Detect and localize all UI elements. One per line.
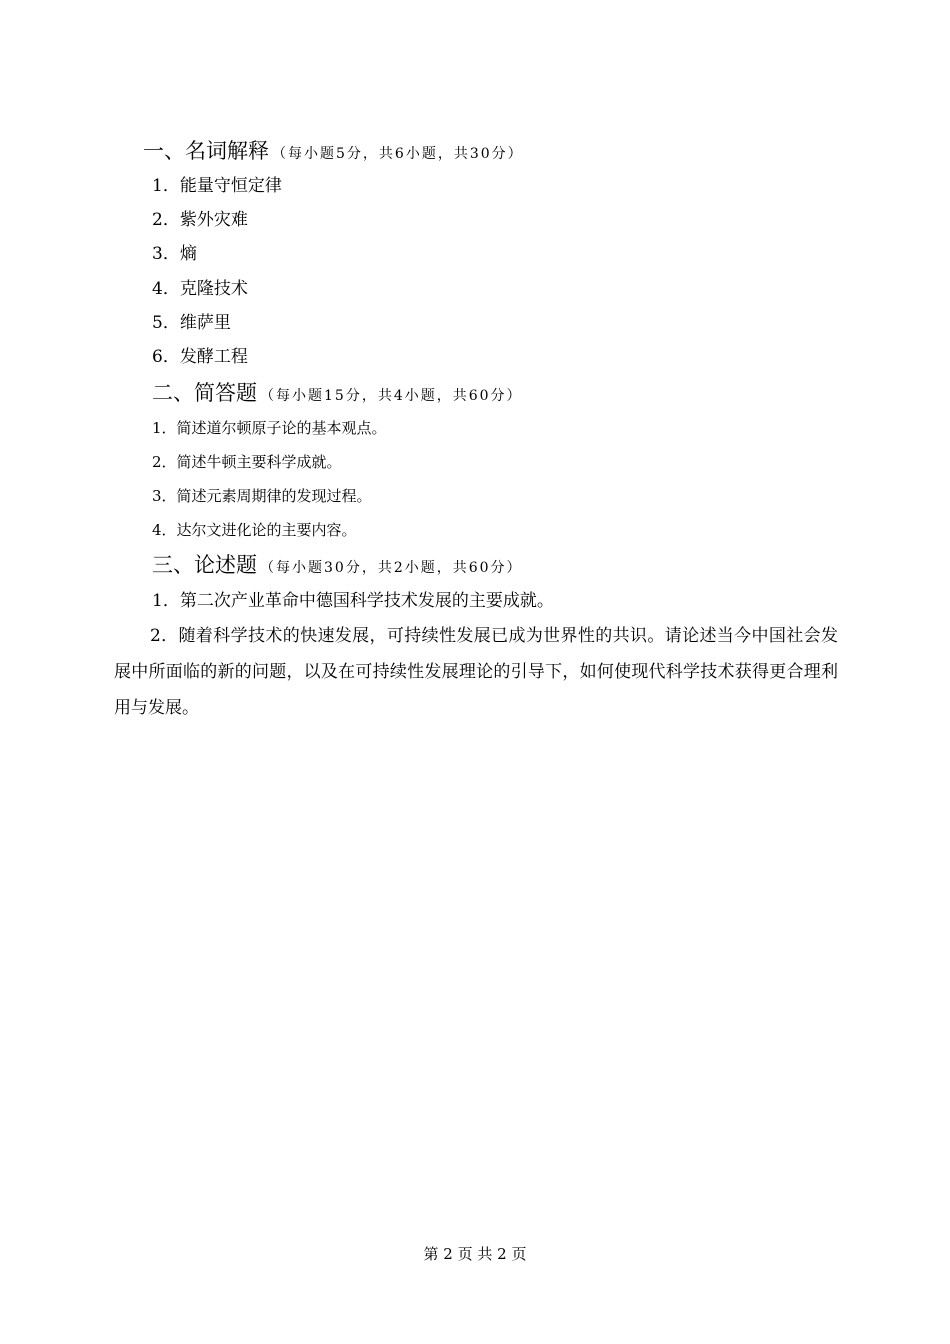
list-item [152, 421, 387, 436]
section-title: 二、简答题 [152, 381, 257, 405]
list-item [152, 455, 342, 470]
item-text: 克隆技术 [179, 279, 248, 299]
item-text: 紫外灾难 [179, 210, 248, 230]
item-number: 5． [152, 313, 180, 333]
item-number: 2． [152, 210, 180, 230]
item-text: 简述牛顿主要科学成就。 [176, 453, 342, 471]
section-heading-3 [152, 555, 523, 576]
item-number: 1． [152, 176, 180, 196]
item-number: 1． [152, 591, 180, 611]
item-text: 发酵工程 [179, 347, 248, 367]
section-heading-2 [152, 383, 523, 404]
item-number: 2． [150, 626, 179, 646]
section-score-note: （每小题30分，共2小题，共60分） [260, 560, 523, 576]
item-number: 4． [152, 521, 177, 539]
list-item [152, 178, 282, 195]
list-item [152, 523, 357, 538]
item-number: 4． [152, 279, 180, 299]
section-score-note: （每小题15分，共4小题，共60分） [260, 388, 523, 404]
list-item [152, 315, 231, 332]
list-item [152, 349, 248, 366]
item-text: 达尔文进化论的主要内容。 [176, 521, 357, 539]
section-score-note: （每小题5分，共6小题，共30分） [272, 146, 524, 162]
list-item [152, 212, 248, 229]
item-text: 能量守恒定律 [179, 176, 282, 196]
item-text: 简述道尔顿原子论的基本观点。 [176, 419, 387, 437]
essay-question-2 [114, 618, 838, 726]
section-title: 三、论述题 [152, 553, 257, 577]
list-item [152, 246, 197, 263]
section-title: 一、名词解释 [143, 139, 269, 163]
section-heading-1 [143, 141, 524, 162]
page-footer: 第 2 页 共 2 页 [423, 1245, 527, 1263]
item-text: 维萨里 [179, 313, 231, 333]
list-item [152, 489, 372, 504]
list-item [152, 281, 248, 298]
item-text: 简述元素周期律的发现过程。 [176, 487, 372, 505]
item-number: 3． [152, 244, 180, 264]
list-item [152, 593, 554, 610]
item-number: 1． [152, 419, 177, 437]
item-number: 2． [152, 453, 177, 471]
item-number: 6． [152, 347, 180, 367]
item-text: 熵 [179, 244, 197, 264]
item-text: 随着科学技术的快速发展，可持续性发展已成为世界性的共识。请论述当今中国社会发展中所面临的新的问题，以及在可持续性发展理论的引导下，如何使现代科学技术获得更合理利用与发展。 [114, 626, 838, 718]
item-text: 第二次产业革命中德国科学技术发展的主要成就。 [179, 591, 554, 611]
item-number: 3． [152, 487, 177, 505]
